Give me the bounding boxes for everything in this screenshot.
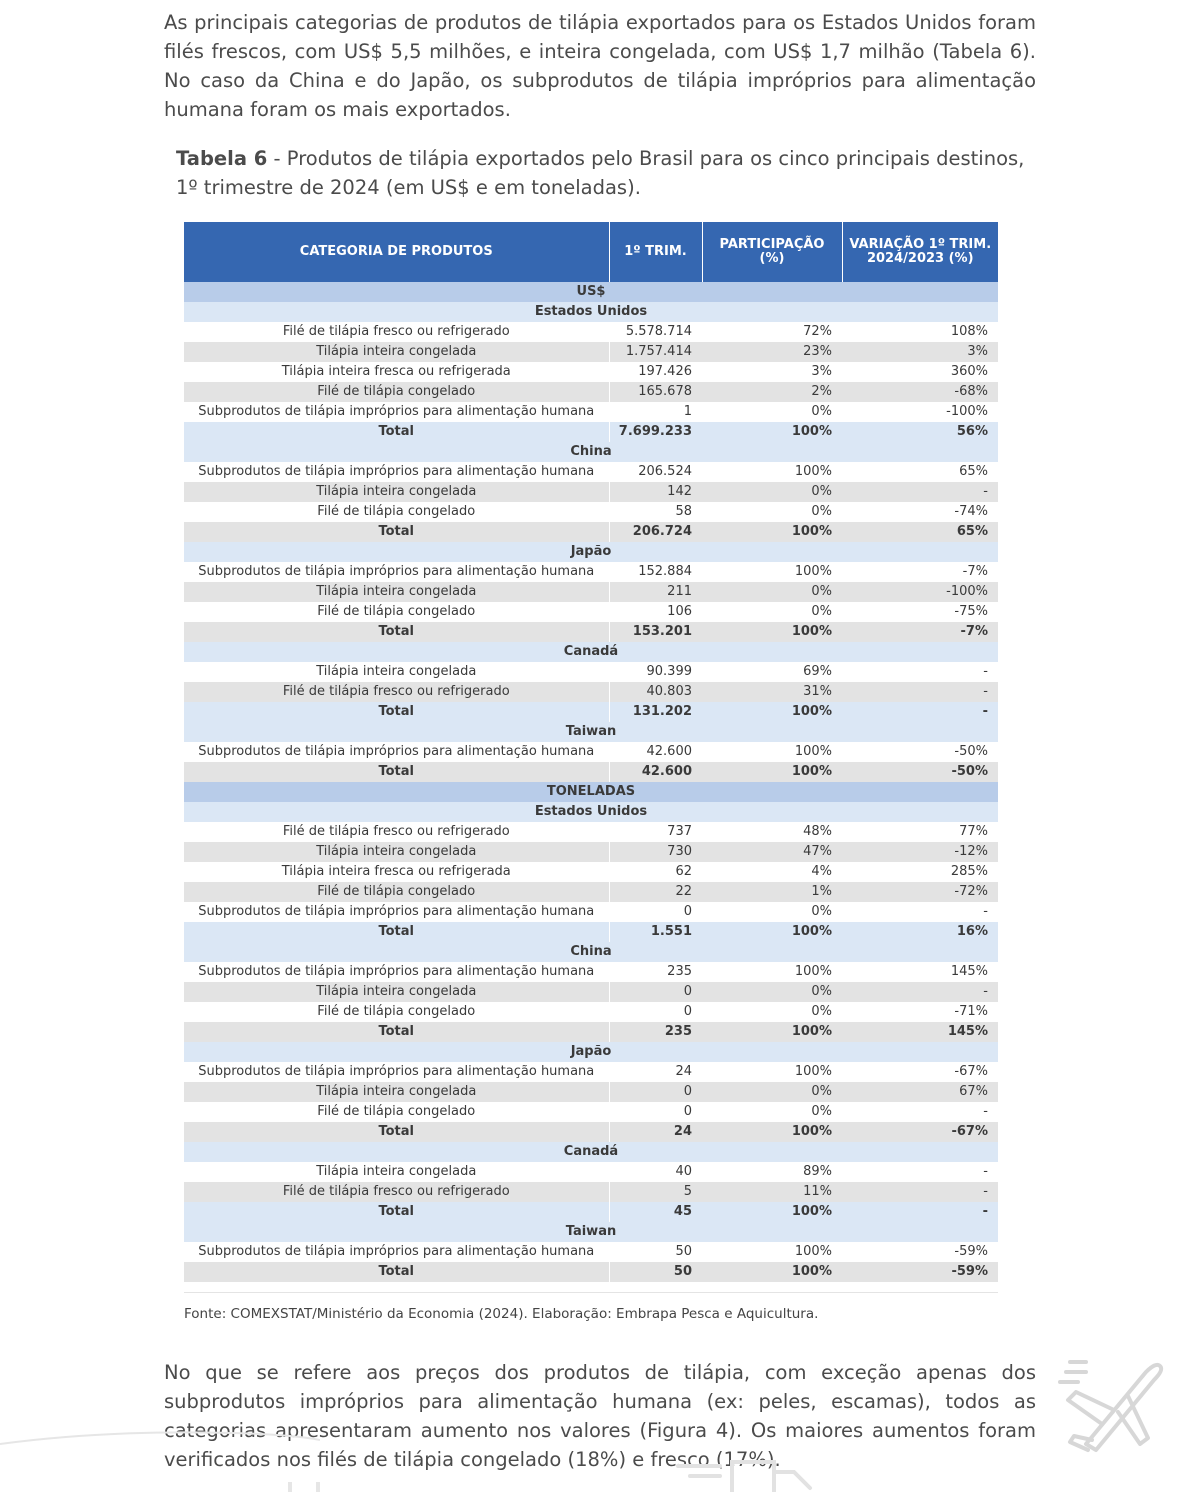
quarter-value-cell: 50 — [609, 1242, 702, 1262]
variation-cell: - — [842, 662, 998, 682]
country-header-row — [184, 642, 998, 662]
country-header-row — [184, 302, 998, 322]
variation-cell: 77% — [842, 822, 998, 842]
variation-cell: -12% — [842, 842, 998, 862]
quarter-value-cell: 40 — [609, 1162, 702, 1182]
product-cell: Filé de tilápia fresco ou refrigerado — [184, 682, 609, 702]
section-header-row — [184, 782, 998, 802]
table-bottom-rule — [184, 1292, 998, 1293]
table-row — [184, 882, 998, 902]
total-row — [184, 762, 998, 782]
airplane-icon — [1056, 1352, 1168, 1468]
header-share: PARTICIPAÇÃO (%) — [702, 222, 842, 282]
product-cell: Subprodutos de tilápia impróprios para alimentação humana — [184, 1242, 609, 1262]
product-cell: Total — [184, 1202, 609, 1222]
share-cell: 2% — [702, 382, 842, 402]
wave-line-decoration — [0, 1420, 320, 1492]
quarter-value-cell: 22 — [609, 882, 702, 902]
country-label: Taiwan — [184, 1222, 998, 1242]
product-cell: Tilápia inteira congelada — [184, 342, 609, 362]
share-cell: 100% — [702, 1122, 842, 1142]
share-cell: 0% — [702, 902, 842, 922]
table-row — [184, 982, 998, 1002]
product-cell: Subprodutos de tilápia impróprios para alimentação humana — [184, 902, 609, 922]
table-row — [184, 362, 998, 382]
share-cell: 100% — [702, 562, 842, 582]
table-row — [184, 662, 998, 682]
share-cell: 0% — [702, 502, 842, 522]
share-cell: 100% — [702, 1062, 842, 1082]
product-cell: Total — [184, 922, 609, 942]
product-cell: Tilápia inteira congelada — [184, 982, 609, 1002]
share-cell: 100% — [702, 522, 842, 542]
table-row — [184, 402, 998, 422]
header-variation: VARIAÇÃO 1º TRIM. 2024/2023 (%) — [842, 222, 998, 282]
variation-cell: - — [842, 682, 998, 702]
variation-cell: - — [842, 902, 998, 922]
quarter-value-cell: 0 — [609, 982, 702, 1002]
table-body — [184, 282, 998, 1282]
share-cell: 1% — [702, 882, 842, 902]
quarter-value-cell: 1 — [609, 402, 702, 422]
quarter-value-cell: 40.803 — [609, 682, 702, 702]
country-label: Taiwan — [184, 722, 998, 742]
variation-cell: - — [842, 1202, 998, 1222]
table-row — [184, 842, 998, 862]
share-cell: 31% — [702, 682, 842, 702]
product-cell: Tilápia inteira fresca ou refrigerada — [184, 362, 609, 382]
product-cell: Total — [184, 1262, 609, 1282]
quarter-value-cell: 50 — [609, 1262, 702, 1282]
variation-cell: 145% — [842, 962, 998, 982]
quarter-value-cell: 0 — [609, 902, 702, 922]
variation-cell: 56% — [842, 422, 998, 442]
total-row — [184, 422, 998, 442]
section-header-row — [184, 282, 998, 302]
product-cell: Filé de tilápia congelado — [184, 602, 609, 622]
quarter-value-cell: 0 — [609, 1002, 702, 1022]
table-caption-label: Tabela 6 — [176, 147, 268, 170]
quarter-value-cell: 152.884 — [609, 562, 702, 582]
variation-cell: -7% — [842, 562, 998, 582]
share-cell: 100% — [702, 762, 842, 782]
quarter-value-cell: 106 — [609, 602, 702, 622]
table-row — [184, 1162, 998, 1182]
variation-cell: -100% — [842, 582, 998, 602]
quarter-value-cell: 206.524 — [609, 462, 702, 482]
share-cell: 11% — [702, 1182, 842, 1202]
variation-cell: - — [842, 482, 998, 502]
share-cell: 100% — [702, 1262, 842, 1282]
country-label: Canadá — [184, 642, 998, 662]
share-cell: 100% — [702, 462, 842, 482]
product-cell: Filé de tilápia congelado — [184, 1102, 609, 1122]
variation-cell: 65% — [842, 462, 998, 482]
total-row — [184, 1202, 998, 1222]
product-cell: Filé de tilápia fresco ou refrigerado — [184, 1182, 609, 1202]
country-header-row — [184, 442, 998, 462]
country-label: China — [184, 942, 998, 962]
quarter-value-cell: 24 — [609, 1122, 702, 1142]
variation-cell: 285% — [842, 862, 998, 882]
product-cell: Tilápia inteira congelada — [184, 1082, 609, 1102]
variation-cell: -67% — [842, 1122, 998, 1142]
product-cell: Filé de tilápia congelado — [184, 882, 609, 902]
table-row — [184, 1182, 998, 1202]
country-header-row — [184, 802, 998, 822]
table-row — [184, 822, 998, 842]
product-cell: Total — [184, 622, 609, 642]
share-cell: 4% — [702, 862, 842, 882]
table-row — [184, 1082, 998, 1102]
product-cell: Total — [184, 422, 609, 442]
table-row — [184, 1062, 998, 1082]
share-cell: 0% — [702, 402, 842, 422]
table-row — [184, 682, 998, 702]
share-cell: 69% — [702, 662, 842, 682]
product-cell: Total — [184, 1122, 609, 1142]
table-header — [184, 222, 998, 282]
product-cell: Tilápia inteira congelada — [184, 582, 609, 602]
section-label: US$ — [184, 282, 998, 302]
total-row — [184, 1262, 998, 1282]
quarter-value-cell: 90.399 — [609, 662, 702, 682]
table-row — [184, 1102, 998, 1122]
table-row — [184, 482, 998, 502]
prices-paragraph: No que se refere aos preços dos produtos de tilápia, com exceção apenas dos subprodutos impróprios para alimentação humana (ex: peles, escamas), todos as categorias apresentaram aumento nos valores (Figura 4). Os maiores aumentos foram verificados nos filés de tilápia congelado (18%) e fresco (17%). — [164, 1361, 1036, 1471]
total-row — [184, 622, 998, 642]
total-row — [184, 702, 998, 722]
total-row — [184, 1022, 998, 1042]
variation-cell: -50% — [842, 762, 998, 782]
table-row — [184, 742, 998, 762]
country-label: Estados Unidos — [184, 802, 998, 822]
share-cell: 100% — [702, 1022, 842, 1042]
variation-cell: 16% — [842, 922, 998, 942]
variation-cell: 65% — [842, 522, 998, 542]
variation-cell: -67% — [842, 1062, 998, 1082]
quarter-value-cell: 235 — [609, 1022, 702, 1042]
exports-table — [184, 222, 998, 1282]
variation-cell: - — [842, 1162, 998, 1182]
product-cell: Total — [184, 762, 609, 782]
share-cell: 3% — [702, 362, 842, 382]
quarter-value-cell: 7.699.233 — [609, 422, 702, 442]
quarter-value-cell: 1.551 — [609, 922, 702, 942]
share-cell: 0% — [702, 482, 842, 502]
quarter-value-cell: 211 — [609, 582, 702, 602]
variation-cell: -59% — [842, 1262, 998, 1282]
table-caption-text: - Produtos de tilápia exportados pelo Brasil para os cinco principais destinos, 1º trimestre de 2024 (em US$ e em toneladas). — [176, 147, 1025, 199]
product-cell: Tilápia inteira congelada — [184, 1162, 609, 1182]
country-header-row — [184, 1142, 998, 1162]
variation-cell: -7% — [842, 622, 998, 642]
table-row — [184, 902, 998, 922]
product-cell: Tilápia inteira congelada — [184, 482, 609, 502]
share-cell: 0% — [702, 1082, 842, 1102]
variation-cell: -74% — [842, 502, 998, 522]
product-cell: Filé de tilápia fresco ou refrigerado — [184, 322, 609, 342]
quarter-value-cell: 58 — [609, 502, 702, 522]
variation-cell: -71% — [842, 1002, 998, 1022]
share-cell: 0% — [702, 582, 842, 602]
country-header-row — [184, 1222, 998, 1242]
country-label: China — [184, 442, 998, 462]
quarter-value-cell: 197.426 — [609, 362, 702, 382]
variation-cell: 67% — [842, 1082, 998, 1102]
table-row — [184, 582, 998, 602]
variation-cell: - — [842, 1102, 998, 1122]
table-caption — [176, 144, 1026, 202]
country-label: Estados Unidos — [184, 302, 998, 322]
variation-cell: 360% — [842, 362, 998, 382]
table-row — [184, 342, 998, 362]
variation-cell: -59% — [842, 1242, 998, 1262]
variation-cell: -75% — [842, 602, 998, 622]
product-cell: Filé de tilápia congelado — [184, 1002, 609, 1022]
share-cell: 89% — [702, 1162, 842, 1182]
share-cell: 100% — [702, 742, 842, 762]
product-cell: Subprodutos de tilápia impróprios para alimentação humana — [184, 562, 609, 582]
share-cell: 0% — [702, 982, 842, 1002]
share-cell: 100% — [702, 702, 842, 722]
product-cell: Filé de tilápia congelado — [184, 382, 609, 402]
share-cell: 72% — [702, 322, 842, 342]
variation-cell: - — [842, 982, 998, 1002]
header-quarter: 1º TRIM. — [609, 222, 702, 282]
variation-cell: 3% — [842, 342, 998, 362]
product-cell: Filé de tilápia congelado — [184, 502, 609, 522]
variation-cell: - — [842, 1182, 998, 1202]
quarter-value-cell: 42.600 — [609, 742, 702, 762]
table-row — [184, 502, 998, 522]
product-cell: Subprodutos de tilápia impróprios para alimentação humana — [184, 462, 609, 482]
share-cell: 100% — [702, 1202, 842, 1222]
truck-icon — [676, 1456, 826, 1492]
table-row — [184, 862, 998, 882]
country-label: Japão — [184, 542, 998, 562]
quarter-value-cell: 0 — [609, 1082, 702, 1102]
product-cell: Subprodutos de tilápia impróprios para alimentação humana — [184, 962, 609, 982]
country-header-row — [184, 942, 998, 962]
header-category: CATEGORIA DE PRODUTOS — [184, 222, 609, 282]
table-source: Fonte: COMEXSTAT/Ministério da Economia (2024). Elaboração: Embrapa Pesca e Aquicultura. — [184, 1306, 819, 1322]
product-cell: Subprodutos de tilápia impróprios para alimentação humana — [184, 1062, 609, 1082]
quarter-value-cell: 42.600 — [609, 762, 702, 782]
quarter-value-cell: 62 — [609, 862, 702, 882]
quarter-value-cell: 235 — [609, 962, 702, 982]
product-cell: Tilápia inteira congelada — [184, 842, 609, 862]
total-row — [184, 922, 998, 942]
share-cell: 100% — [702, 422, 842, 442]
variation-cell: -68% — [842, 382, 998, 402]
product-cell: Subprodutos de tilápia impróprios para alimentação humana — [184, 402, 609, 422]
intro-paragraph: As principais categorias de produtos de tilápia exportados para os Estados Unidos foram filés frescos, com US$ 5,5 milhões, e inteira congelada, com US$ 1,7 milhão (Tabela 6). No caso da China e do Japão, os subprodutos de tilápia impróprios para alimentação humana foram os mais exportados. — [164, 11, 1036, 121]
variation-cell: - — [842, 702, 998, 722]
share-cell: 100% — [702, 922, 842, 942]
share-cell: 23% — [702, 342, 842, 362]
product-cell: Tilápia inteira congelada — [184, 662, 609, 682]
table-row — [184, 562, 998, 582]
share-cell: 100% — [702, 962, 842, 982]
table-row — [184, 462, 998, 482]
quarter-value-cell: 5.578.714 — [609, 322, 702, 342]
quarter-value-cell: 730 — [609, 842, 702, 862]
variation-cell: -100% — [842, 402, 998, 422]
country-header-row — [184, 542, 998, 562]
quarter-value-cell: 131.202 — [609, 702, 702, 722]
table-row — [184, 382, 998, 402]
share-cell: 0% — [702, 1102, 842, 1122]
product-cell: Total — [184, 1022, 609, 1042]
quarter-value-cell: 153.201 — [609, 622, 702, 642]
quarter-value-cell: 165.678 — [609, 382, 702, 402]
quarter-value-cell: 5 — [609, 1182, 702, 1202]
share-cell: 100% — [702, 1242, 842, 1262]
variation-cell: -72% — [842, 882, 998, 902]
exports-table-container — [184, 222, 998, 1282]
product-cell: Tilápia inteira fresca ou refrigerada — [184, 862, 609, 882]
share-cell: 48% — [702, 822, 842, 842]
section-label: TONELADAS — [184, 782, 998, 802]
variation-cell: 145% — [842, 1022, 998, 1042]
table-row — [184, 1242, 998, 1262]
country-header-row — [184, 722, 998, 742]
quarter-value-cell: 1.757.414 — [609, 342, 702, 362]
share-cell: 0% — [702, 1002, 842, 1022]
quarter-value-cell: 24 — [609, 1062, 702, 1082]
share-cell: 0% — [702, 602, 842, 622]
product-cell: Total — [184, 522, 609, 542]
total-row — [184, 522, 998, 542]
variation-cell: 108% — [842, 322, 998, 342]
quarter-value-cell: 45 — [609, 1202, 702, 1222]
share-cell: 100% — [702, 622, 842, 642]
quarter-value-cell: 737 — [609, 822, 702, 842]
product-cell: Subprodutos de tilápia impróprios para alimentação humana — [184, 742, 609, 762]
country-header-row — [184, 1042, 998, 1062]
table-row — [184, 962, 998, 982]
quarter-value-cell: 206.724 — [609, 522, 702, 542]
table-row — [184, 322, 998, 342]
product-cell: Total — [184, 702, 609, 722]
country-label: Canadá — [184, 1142, 998, 1162]
share-cell: 47% — [702, 842, 842, 862]
quarter-value-cell: 0 — [609, 1102, 702, 1122]
quarter-value-cell: 142 — [609, 482, 702, 502]
product-cell: Filé de tilápia fresco ou refrigerado — [184, 822, 609, 842]
table-row — [184, 602, 998, 622]
country-label: Japão — [184, 1042, 998, 1062]
table-row — [184, 1002, 998, 1022]
total-row — [184, 1122, 998, 1142]
variation-cell: -50% — [842, 742, 998, 762]
